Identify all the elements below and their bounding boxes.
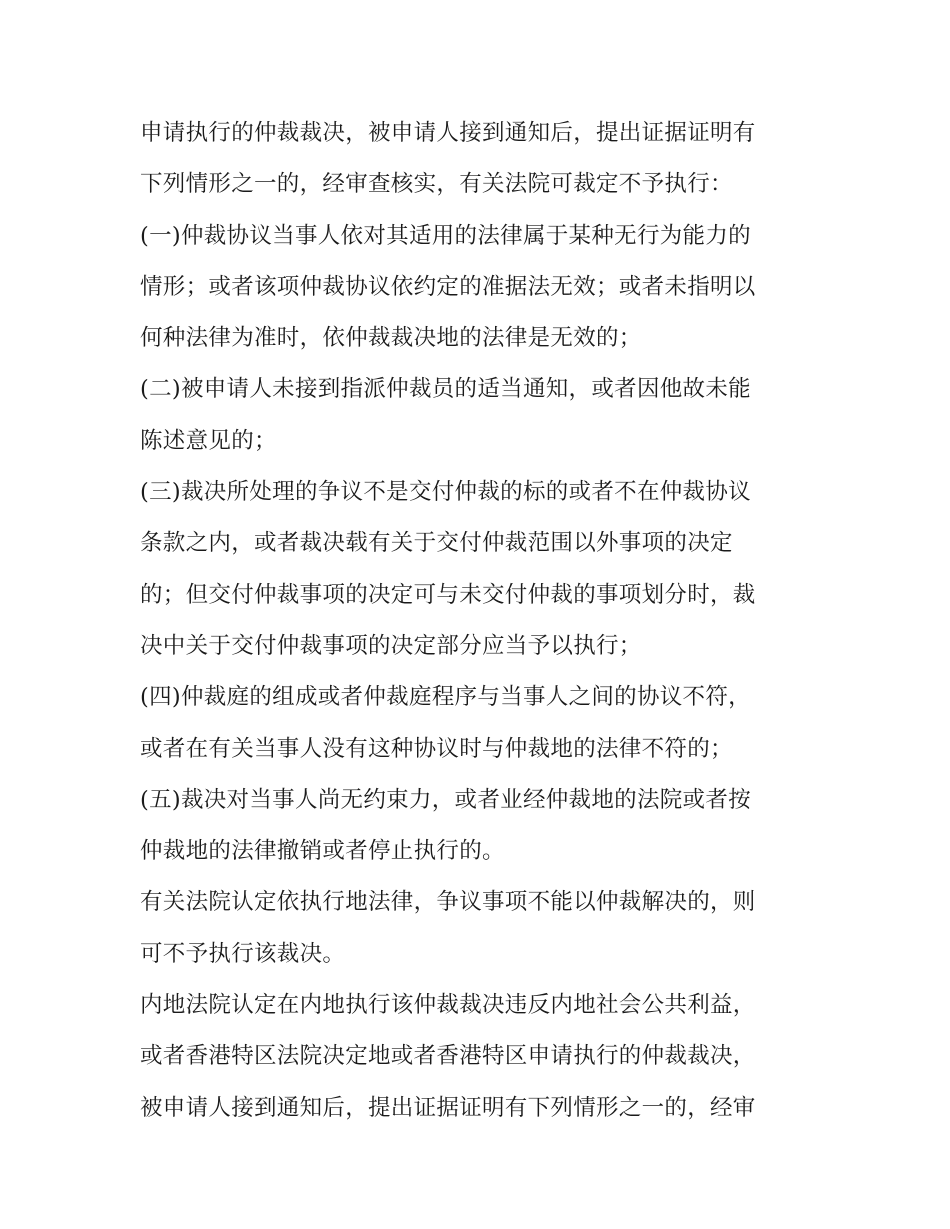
text-line: 陈述意见的； <box>140 427 277 454</box>
text-line: 或者在有关当事人没有这种协议时与仲裁地的法律不符的； <box>140 735 733 762</box>
text-line: 下列情形之一的，经审查核实，有关法院可裁定不予执行： <box>140 171 733 198</box>
text-line: (二)被申请人未接到指派仲裁员的适当通知，或者因他故未能 <box>140 376 751 403</box>
text-line: 的；但交付仲裁事项的决定可与未交付仲裁的事项划分时，裁 <box>140 581 756 608</box>
text-line: (三)裁决所处理的争议不是交付仲裁的标的或者不在仲裁协议 <box>140 479 751 506</box>
text-line: (一)仲裁协议当事人依对其适用的法律属于某种无行为能力的 <box>140 222 751 249</box>
text-line: 被申请人接到通知后，提出证据证明有下列情形之一的，经审 <box>140 1094 756 1121</box>
text-line: 可不予执行该裁决。 <box>140 940 346 967</box>
text-line: 申请执行的仲裁裁决，被申请人接到通知后，提出证据证明有 <box>140 120 756 146</box>
text-line: 决中关于交付仲裁事项的决定部分应当予以执行； <box>140 632 642 659</box>
text-line: 何种法律为准时，依仲裁裁决地的法律是无效的； <box>140 325 642 352</box>
text-line: 有关法院认定依执行地法律，争议事项不能以仲裁解决的，则 <box>140 889 756 916</box>
text-line: 仲裁地的法律撤销或者停止执行的。 <box>140 838 505 865</box>
text-line: 条款之内，或者裁决载有关于交付仲裁范围以外事项的决定 <box>140 530 733 557</box>
text-line: (四)仲裁庭的组成或者仲裁庭程序与当事人之间的协议不符， <box>140 684 751 711</box>
text-line: 或者香港特区法院决定地或者香港特区申请执行的仲裁裁决， <box>140 1043 756 1070</box>
text-line: (五)裁决对当事人尚无约束力，或者业经仲裁地的法院或者按 <box>140 786 751 813</box>
text-line: 情形；或者该项仲裁协议依约定的准据法无效；或者未指明以 <box>140 273 756 300</box>
document-body <box>140 108 830 1134</box>
text-line: 内地法院认定在内地执行该仲裁裁决违反内地社会公共利益， <box>140 992 756 1019</box>
